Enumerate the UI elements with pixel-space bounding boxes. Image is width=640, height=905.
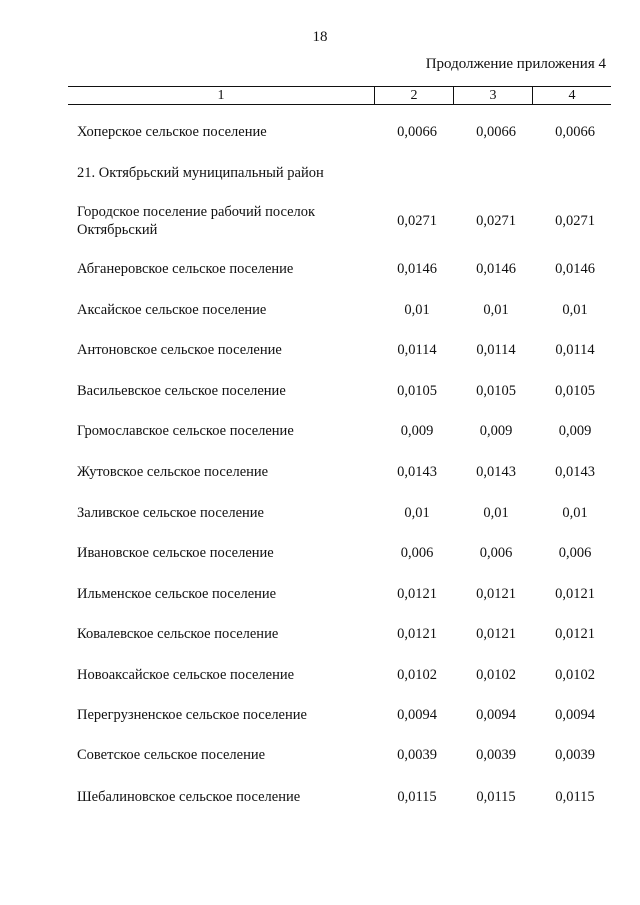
- row-value-2: 0,0066: [397, 124, 437, 140]
- row-value-3: 0,0121: [476, 586, 516, 602]
- row-value-4: 0,0143: [555, 464, 595, 480]
- row-value-3: 0,0039: [476, 747, 516, 763]
- row-name: Городское поселение рабочий поселок Октябрьский: [77, 204, 316, 238]
- row-value-4: 0,0146: [555, 261, 595, 277]
- row-value-3: 0,0271: [476, 213, 516, 229]
- row-name: Васильевское сельское поселение: [77, 383, 286, 399]
- header-col-1: 1: [68, 87, 375, 104]
- row-value-4: 0,0066: [555, 124, 595, 140]
- row-value-2: 0,0094: [397, 707, 437, 723]
- row-value-4: 0,0102: [555, 667, 595, 683]
- row-value-4: 0,009: [558, 423, 592, 439]
- row-name: Антоновское сельское поселение: [77, 342, 282, 358]
- row-value-3: 0,0146: [476, 261, 516, 277]
- row-value-2: 0,0121: [397, 586, 437, 602]
- row-value-4: 0,0121: [555, 626, 595, 642]
- row-value-2: 0,0102: [397, 667, 437, 683]
- row-value-4: 0,0271: [555, 213, 595, 229]
- row-name: Хоперское сельское поселение: [77, 124, 267, 140]
- row-name: Заливское сельское поселение: [77, 505, 264, 521]
- row-value-3: 0,0094: [476, 707, 516, 723]
- header-col-3: 3: [454, 87, 533, 104]
- row-value-3: 0,0114: [476, 342, 516, 358]
- table-header: [68, 86, 611, 105]
- row-name: Громославское сельское поселение: [77, 423, 294, 439]
- row-value-2: 0,0105: [397, 383, 437, 399]
- row-value-2: 0,006: [400, 545, 434, 561]
- row-value-2: 0,0121: [397, 626, 437, 642]
- continuation-note: Продолжение приложения 4: [425, 56, 606, 72]
- header-col-4: 4: [568, 88, 576, 103]
- row-value-3: 0,009: [479, 423, 513, 439]
- row-value-3: 0,0105: [476, 383, 516, 399]
- row-value-3: 0,006: [479, 545, 513, 561]
- row-value-4: 0,0094: [555, 707, 595, 723]
- row-value-4: 0,0039: [555, 747, 595, 763]
- row-value-3: 0,0102: [476, 667, 516, 683]
- row-value-3: 0,0143: [476, 464, 516, 480]
- row-name: Жутовское сельское поселение: [77, 464, 269, 480]
- row-name: Советское сельское поселение: [77, 747, 266, 763]
- header-col-2: 2: [375, 87, 454, 104]
- row-value-3: 0,01: [483, 302, 509, 318]
- row-name: Новоаксайское сельское поселение: [77, 667, 295, 683]
- row-value-2: 0,009: [400, 423, 434, 439]
- row-value-2: 0,0114: [397, 342, 437, 358]
- row-value-4: 0,0121: [555, 586, 595, 602]
- row-name: Аксайское сельское поселение: [77, 302, 267, 318]
- row-name: Шебалиновское сельское поселение: [77, 789, 301, 805]
- row-value-2: 0,0143: [397, 464, 437, 480]
- row-value-3: 0,0121: [476, 626, 516, 642]
- row-value-2: 0,01: [404, 505, 430, 521]
- row-name: Абганеровское сельское поселение: [77, 261, 294, 277]
- row-name: Перегрузненское сельское поселение: [77, 707, 307, 723]
- row-value-3: 0,0115: [476, 789, 516, 805]
- row-value-2: 0,01: [404, 302, 430, 318]
- row-value-3: 0,0066: [476, 124, 516, 140]
- row-value-2: 0,0039: [397, 747, 437, 763]
- page-number: 18: [312, 29, 328, 45]
- row-value-4: 0,006: [558, 545, 592, 561]
- row-name: Ковалевское сельское поселение: [77, 626, 279, 642]
- row-value-4: 0,0115: [555, 789, 595, 805]
- row-name: Ивановское сельское поселение: [77, 545, 274, 561]
- row-value-4: 0,0114: [555, 342, 595, 358]
- row-value-4: 0,01: [562, 302, 588, 318]
- row-value-2: 0,0271: [397, 213, 437, 229]
- row-value-2: 0,0115: [397, 789, 437, 805]
- row-name: Ильменское сельское поселение: [77, 586, 277, 602]
- row-value-2: 0,0146: [397, 261, 437, 277]
- row-value-4: 0,01: [562, 505, 588, 521]
- row-value-4: 0,0105: [555, 383, 595, 399]
- section-heading-text: 21. Октябрьский муниципальный район: [77, 165, 324, 181]
- row-value-3: 0,01: [483, 505, 509, 521]
